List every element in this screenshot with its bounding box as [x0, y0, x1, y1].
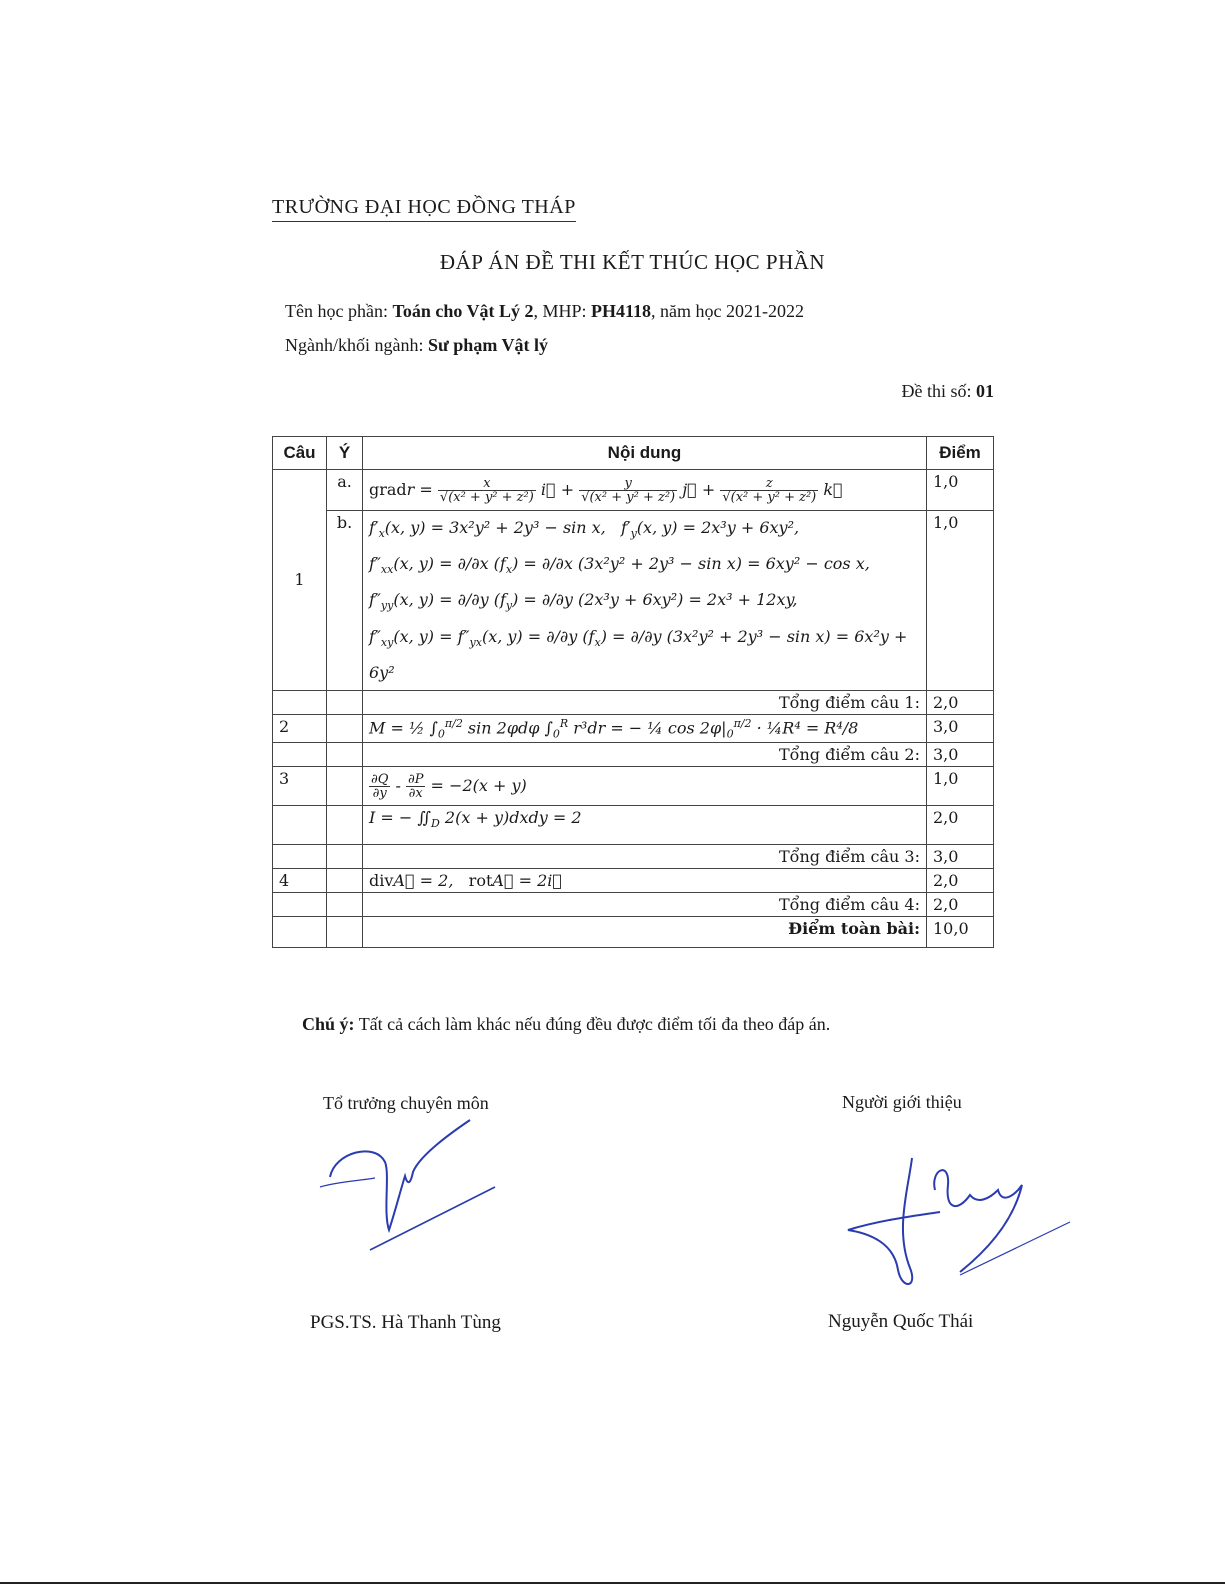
exam-number-line	[760, 381, 994, 402]
q1b-tail: 6y²	[369, 662, 395, 682]
right-signer-title: Người giới thiệu	[842, 1092, 962, 1112]
empty-cell	[273, 893, 327, 917]
grand-total: 10,0	[927, 917, 994, 948]
major-name: Sư phạm Vật lý	[427, 335, 548, 355]
empty-cell	[327, 743, 363, 767]
answer-table	[272, 436, 994, 948]
empty-cell	[273, 743, 327, 767]
table-row	[273, 743, 994, 767]
table-row	[273, 845, 994, 869]
exam-number: 01	[976, 381, 994, 401]
course-prefix: Tên học phần:	[285, 301, 393, 321]
header-noi-dung: Nội dung	[363, 437, 927, 470]
table-row	[273, 806, 994, 845]
q1-number: 1	[273, 470, 327, 691]
q3-number: 3	[273, 767, 327, 806]
q2-formula: M = ½ $\int_0^{\pi/2}$ sin 2φdφ $\int_0^R$ r³dr = − ¼ $\cos 2\varphi|_0^{\pi/2}$ · ¼R⁴ = R⁴/8	[363, 714, 927, 743]
table-row	[273, 470, 994, 511]
table-row	[273, 917, 994, 948]
q3-formula-2: I = − $∬_D$ 2(x + y)dxdy = 2	[363, 806, 927, 845]
q1b-label: b.	[327, 511, 363, 691]
course-code: PH4118	[591, 301, 652, 321]
right-signer-name: Nguyễn Quốc Thái	[828, 1311, 974, 1332]
q1-total-label: Tổng điểm câu 1:	[363, 690, 927, 714]
page-bottom-rule	[0, 1582, 1225, 1584]
document-title: ĐÁP ÁN ĐỀ THI KẾT THÚC HỌC PHẦN	[439, 250, 826, 274]
major-line	[285, 335, 548, 356]
table-header-row	[273, 437, 994, 470]
school-year: , năm học 2021-2022	[651, 301, 805, 321]
q3-total-label: Tổng điểm câu 3:	[363, 845, 927, 869]
q1a-formula: gradr = $\frac{x}{\text{√(x² + y² + z²)}}$ i⃗ + $\frac{y}{\text{√(x² + y² + z²)}}$ j⃗ + $\frac{z}{\text{√(x² + y² + z²)}}$ k⃗	[363, 470, 927, 511]
empty-cell	[327, 714, 363, 743]
empty-cell	[327, 806, 363, 845]
q4-number: 4	[273, 869, 327, 893]
q2-total: 3,0	[927, 743, 994, 767]
empty-cell	[327, 917, 363, 948]
table-row	[273, 893, 994, 917]
table-row	[273, 714, 994, 743]
table-row	[273, 767, 994, 806]
q4-formula: divA⃗ = 2, rotA⃗ = 2i⃗	[363, 869, 927, 893]
empty-cell	[273, 845, 327, 869]
school-name: TRƯỜNG ĐẠI HỌC ĐỒNG THÁP	[272, 196, 576, 222]
q3-formula-1: $\frac{\partial Q}{\partial y}$ - $\frac{\partial P}{\partial x}$ = −2(x + y)	[363, 767, 927, 806]
q1b-formula: $f'_x(x$, y) = 3x²y² + 2y³ − sin x, $f'_y(x$, y) = 2x³y + 6xy², $f''_{xx}(x$, y) = ∂/∂x $(f_x) = \partial/\partial x$ (3x²y² + 2y³ − sin x) = 6xy² − cos x, $f''_{yy}(x$, y) = ∂/∂y $(f_y) = \partial/\partial y$ (2x³y + 6xy²) = 2x³ + 12xy, $f''_{xy}(x$, $y) = f''_{yx}(x$, y) = ∂/∂y $(f_x) = \partial/\partial y$ (3x²y² + 2y³ − sin x) = 6x²y + 6y²	[363, 511, 927, 691]
empty-cell	[327, 767, 363, 806]
q1a-label: a.	[327, 470, 363, 511]
left-signature	[305, 1112, 505, 1257]
left-signer-title: Tổ trưởng chuyên môn	[323, 1093, 489, 1113]
empty-cell	[327, 845, 363, 869]
q1b-points: 1,0	[927, 511, 994, 691]
q1a-points: 1,0	[927, 470, 994, 511]
right-signature	[840, 1150, 1075, 1290]
empty-cell	[327, 869, 363, 893]
table-row	[273, 511, 994, 691]
header-diem: Điểm	[927, 437, 994, 470]
q3-total: 3,0	[927, 845, 994, 869]
q3-points-2: 2,0	[927, 806, 994, 845]
empty-cell	[273, 690, 327, 714]
grand-total-label: Điểm toàn bài:	[363, 917, 927, 948]
q2-points: 3,0	[927, 714, 994, 743]
note-text: Tất cả cách làm khác nếu đúng đều được điểm tối đa theo đáp án.	[354, 1014, 831, 1034]
note-label: Chú ý:	[302, 1014, 355, 1034]
course-line	[285, 301, 804, 322]
empty-cell	[273, 917, 327, 948]
note	[302, 1014, 830, 1035]
q4-total-label: Tổng điểm câu 4:	[363, 893, 927, 917]
q3-points-1: 1,0	[927, 767, 994, 806]
empty-cell	[273, 806, 327, 845]
table-row	[273, 869, 994, 893]
q1-total: 2,0	[927, 690, 994, 714]
course-name: Toán cho Vật Lý 2	[392, 301, 534, 321]
q4-points: 2,0	[927, 869, 994, 893]
q4-total: 2,0	[927, 893, 994, 917]
exam-prefix: Đề thi số:	[901, 381, 976, 401]
q2-total-label: Tổng điểm câu 2:	[363, 743, 927, 767]
header-y: Ý	[327, 437, 363, 470]
left-signer-name: PGS.TS. Hà Thanh Tùng	[310, 1312, 501, 1333]
empty-cell	[327, 893, 363, 917]
header-cau: Câu	[273, 437, 327, 470]
major-prefix: Ngành/khối ngành:	[285, 335, 428, 355]
q2-number: 2	[273, 714, 327, 743]
table-row	[273, 690, 994, 714]
empty-cell	[327, 690, 363, 714]
code-prefix: , MHP:	[533, 301, 592, 321]
